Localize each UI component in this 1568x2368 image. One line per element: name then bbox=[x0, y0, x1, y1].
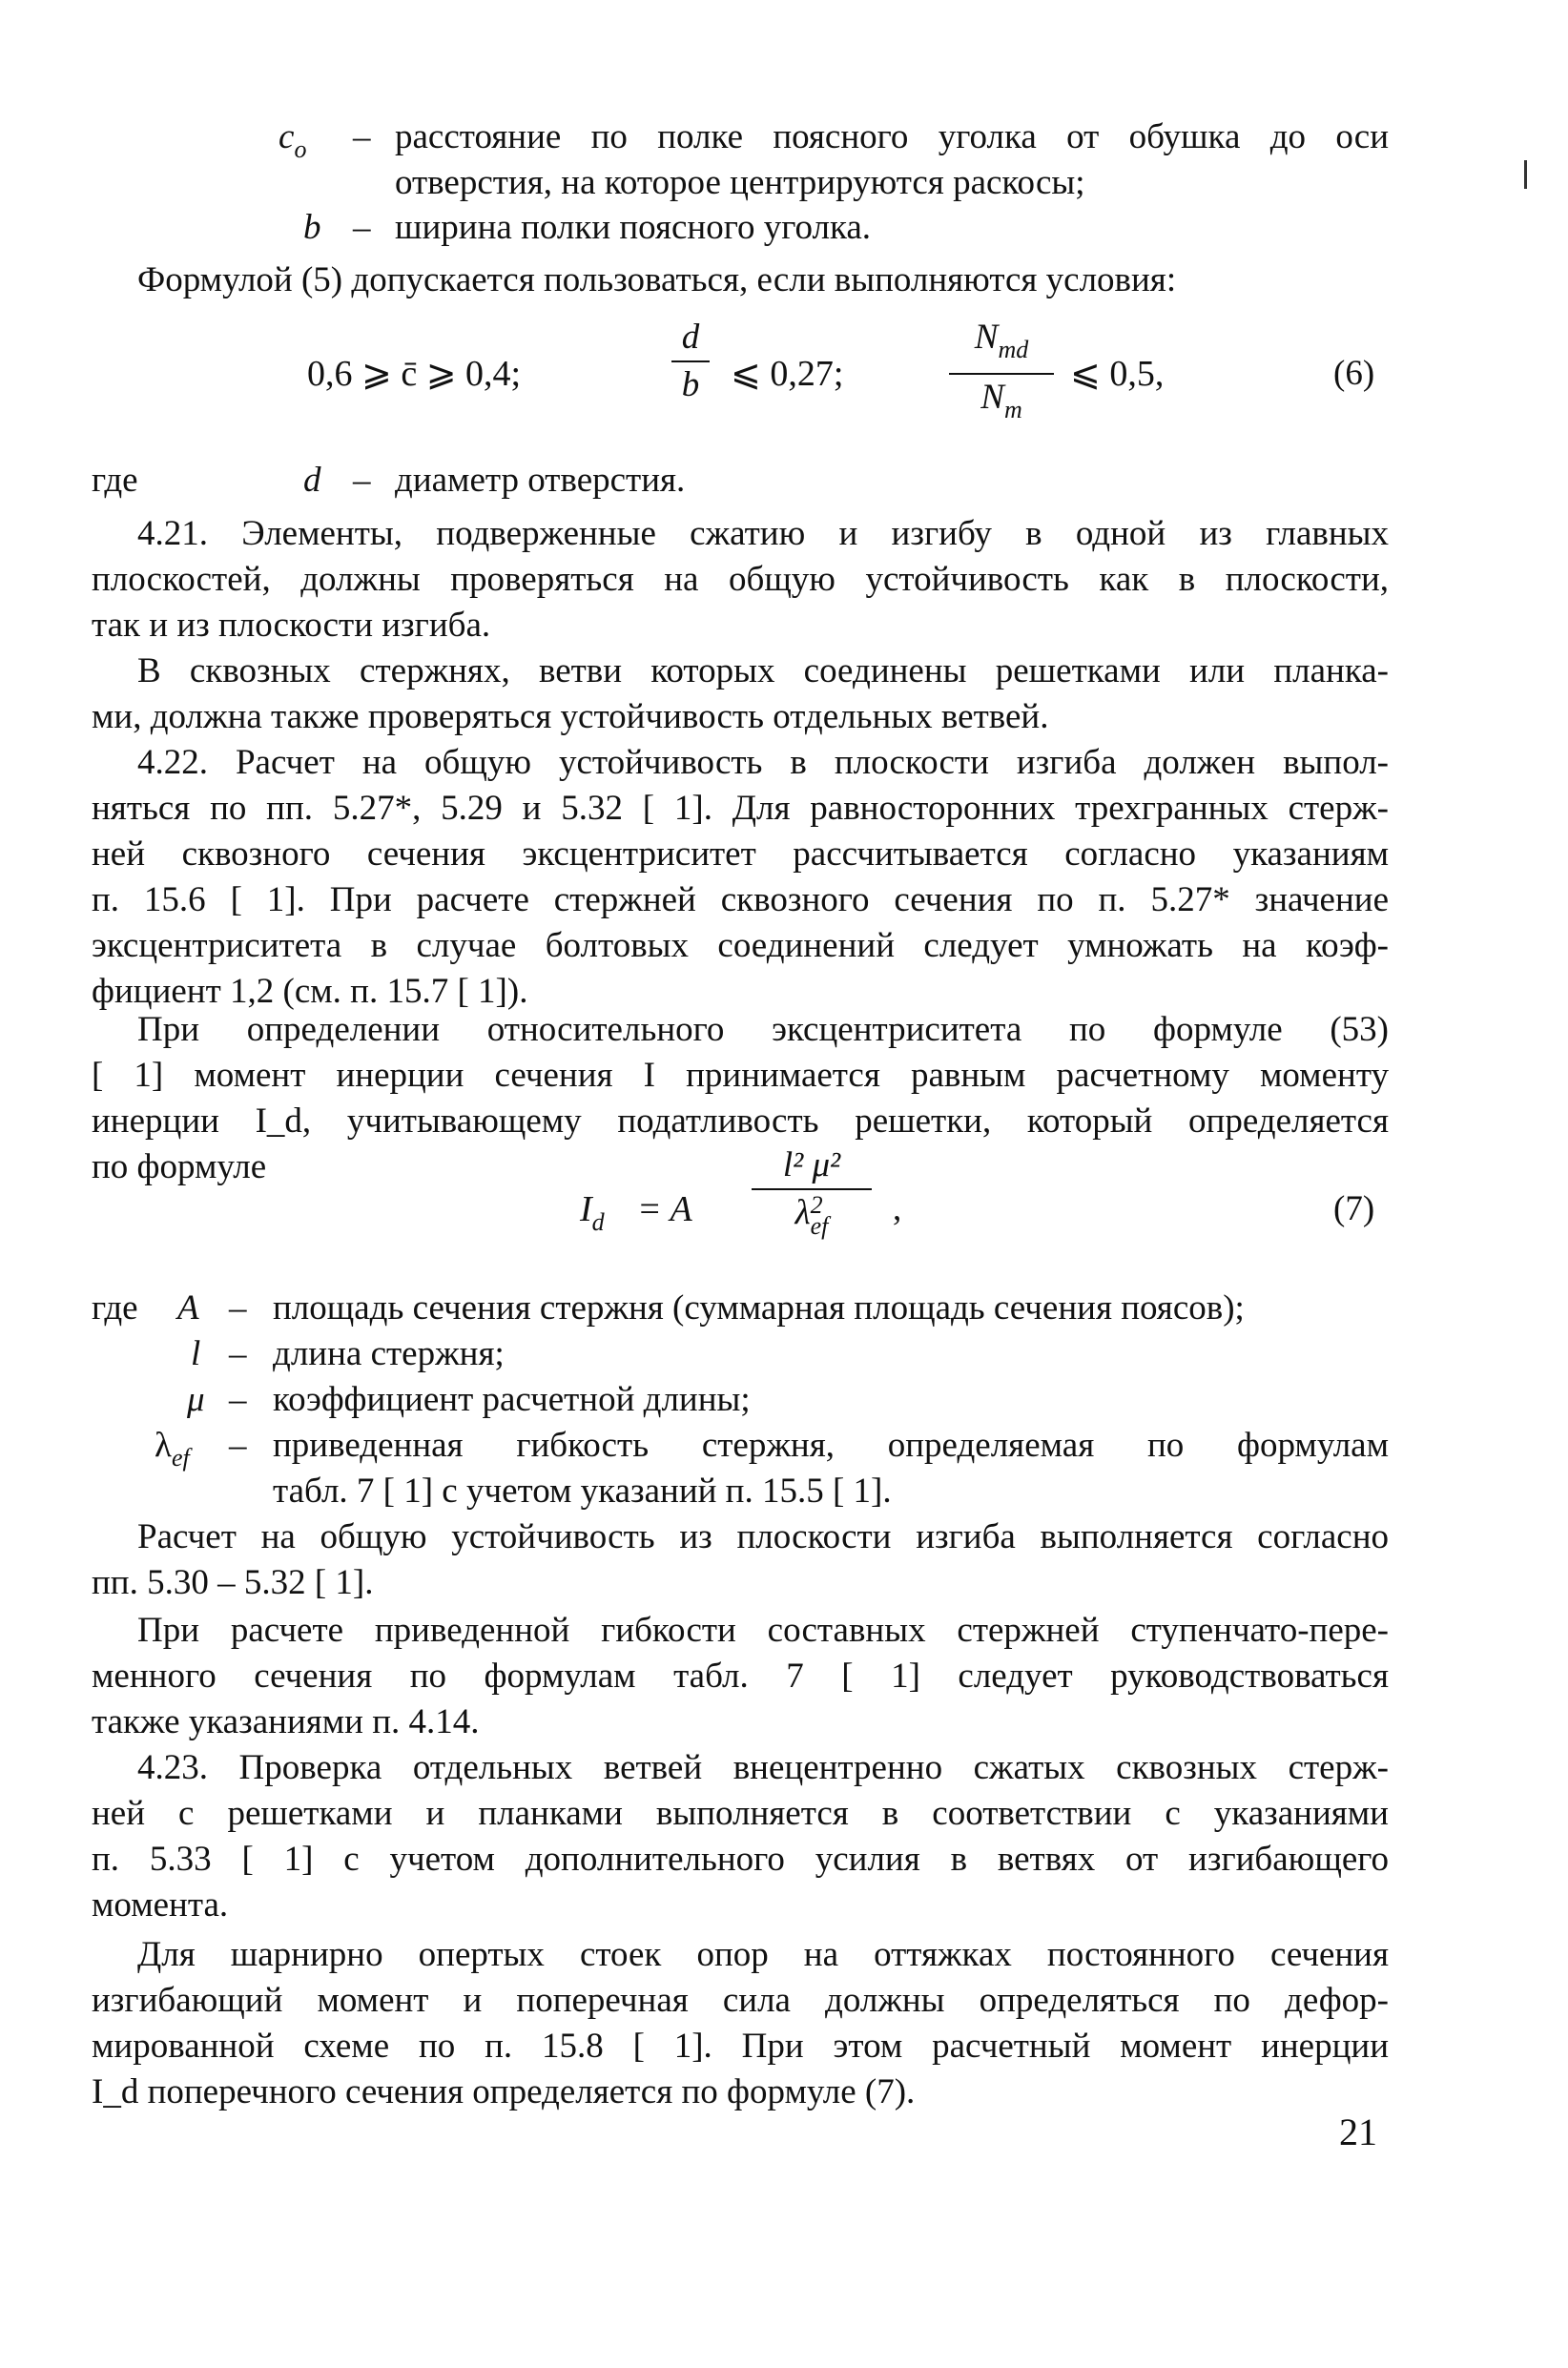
paragraph-stepped: При расчете приведенной гибкости составных стержней ступенчато-пере- менного сечения по формулам табл. 7 [ 1] следует руководствоваться также указаниями п. 4.14. bbox=[92, 1611, 1389, 1741]
def-dash: – bbox=[229, 1380, 247, 1419]
paragraph-4-22: 4.22. Расчет на общую устойчивость в плоскости изгиба должен выпол- няться по пп. 5.27*, 5.29 и 5.32 [ 1]. Для равносторонних трехгранных стерж- ней сквозного сечения эксцентриситет рассчитывается согласно указаниям п. 15.6 [ 1]. При расчете стержней сквозного сечения по п. 5.27* значение эксцентриситета в случае болтовых соединений следует умножать на коэф- фициент 1,2 (см. п. 15.7 [ 1]). bbox=[92, 743, 1389, 1011]
def-dash: – bbox=[353, 208, 371, 247]
def-dash: – bbox=[353, 461, 371, 500]
fraction-numerator: l² μ² bbox=[782, 1145, 841, 1184]
formula7-comma: , bbox=[893, 1189, 902, 1228]
formula6-part3: ⩽ 0,5, bbox=[1070, 354, 1165, 394]
paragraph-out-of-plane: Расчет на общую устойчивость из плоскости изгиба выполняется согласно пп. 5.30 – 5.32 [ 1]. bbox=[92, 1517, 1389, 1602]
fraction-denominator: λ 2 ef bbox=[794, 1190, 829, 1240]
formula7-lhs: $I_d$ bbox=[580, 1189, 605, 1236]
paragraph-lattice: В сквозных стержнях, ветви которых соединены решетками или планка- ми, должна также проверяться устойчивость отдельных ветвей. bbox=[92, 651, 1389, 736]
formula7-number: (7) bbox=[1333, 1189, 1375, 1228]
def-dash: – bbox=[229, 1334, 247, 1373]
formula6-number: (6) bbox=[1333, 354, 1375, 393]
def-symbol-c: $c_o$ bbox=[279, 117, 307, 163]
page-number: 21 bbox=[1339, 2111, 1377, 2153]
formula6-part2: ⩽ 0,27; bbox=[731, 354, 844, 394]
def-text-c: расстояние по полке поясного уголка от обушка до оси отверстия, на которое центрируются раскосы; bbox=[395, 117, 1389, 202]
paragraph-eccentricity: При определении относительного эксцентриситета по формуле (53) [ 1] момент инерции сечения I принимается равным расчетному моменту инерции I_d, учитывающему податливость решетки, который определяется по формуле bbox=[92, 1010, 1389, 1186]
def-text-lambda: приведенная гибкость стержня, определяемая по формулам табл. 7 [ 1] с учетом указаний п. 15.5 [ 1]. bbox=[273, 1426, 1389, 1511]
paragraph-4-21: 4.21. Элементы, подверженные сжатию и изгибу в одной из главных плоскостей, должны проверяться на общую устойчивость как в плоскости, так и из плоскости изгиба. bbox=[92, 514, 1389, 645]
fraction-numerator: d bbox=[681, 318, 700, 357]
fraction-numerator: $N_{md}$ bbox=[974, 318, 1029, 363]
fraction-denominator: $N_m$ bbox=[980, 378, 1022, 423]
formula-intro: Формулой (5) допускается пользоваться, если выполняются условия: bbox=[137, 260, 1177, 299]
paragraph-hinged: Для шарнирно опертых стоек опор на оттяжках постоянного сечения изгибающий момент и поперечная сила должны определяться по дефор- мированной схеме по п. 15.8 [ 1]. При этом расчетный момент инерции I_d поперечного сечения определяется по формуле (7). bbox=[92, 1935, 1389, 2111]
margin-mark bbox=[1524, 160, 1527, 189]
def-text-mu: коэффициент расчетной длины; bbox=[273, 1380, 751, 1419]
where-label: где bbox=[92, 1288, 138, 1328]
def-symbol-A: A bbox=[177, 1288, 199, 1328]
fraction-denominator: b bbox=[681, 365, 700, 404]
def-symbol-mu: μ bbox=[187, 1380, 205, 1419]
def-symbol-l: l bbox=[191, 1334, 201, 1373]
def-dash: – bbox=[229, 1288, 247, 1328]
def-text-A: площадь сечения стержня (суммарная площадь сечения поясов); bbox=[273, 1288, 1245, 1328]
formula6-part1: 0,6 ⩾ c̄ ⩾ 0,4; bbox=[307, 354, 522, 394]
def-symbol-b: b bbox=[303, 208, 321, 247]
formula6-fraction-d-b bbox=[664, 315, 717, 408]
where-label: где bbox=[92, 461, 138, 500]
def-dash: – bbox=[229, 1426, 247, 1465]
def-dash: – bbox=[353, 117, 371, 156]
formula7-fraction bbox=[740, 1143, 883, 1240]
def-text-d: диаметр отверстия. bbox=[395, 461, 686, 500]
def-symbol-d: d bbox=[303, 461, 321, 500]
formula6-fraction-nmd-nm bbox=[944, 315, 1059, 433]
paragraph-4-23: 4.23. Проверка отдельных ветвей внецентренно сжатых сквозных стерж- ней с решетками и планками выполняется в соответствии с указаниями п. 5.33 [ 1] с учетом дополнительного усилия в ветвях от изгибающего момента. bbox=[92, 1748, 1389, 1925]
formula7-eq: = A bbox=[637, 1189, 692, 1229]
def-symbol-lambda: $\lambda_{ef}$ bbox=[155, 1426, 190, 1472]
def-text-l: длина стержня; bbox=[273, 1334, 505, 1373]
def-text-b: ширина полки поясного уголка. bbox=[395, 208, 872, 247]
